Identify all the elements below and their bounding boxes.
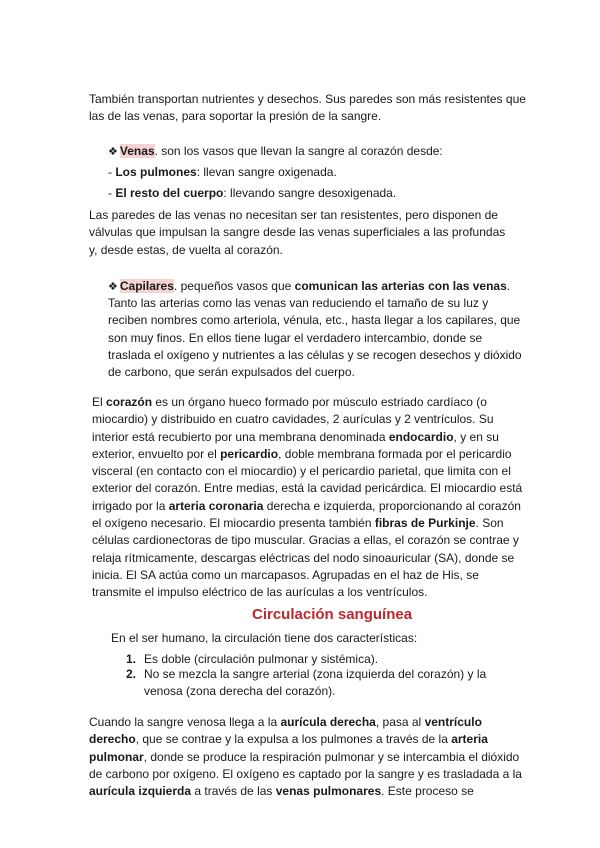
text-line: El corazón es un órgano hueco formado por músculo estriado cardíaco (o — [92, 395, 487, 409]
text-line: Cuando la sangre venosa llega a la aurícula derecha, pasa al ventrículo — [89, 715, 482, 729]
venas-term: Venas — [119, 144, 155, 158]
text-line: irrigado por la arteria coronaria derecha e izquierda, proporcionando al corazón — [92, 498, 521, 513]
circulation-intro: En el ser humano, la circulación tiene dos características: — [111, 631, 418, 645]
text-line: derecho, que se contrae y la expulsa a los pulmones a través de la arteria — [89, 732, 488, 747]
paragraph-corazon — [92, 394, 522, 602]
capilares-term: Capilares — [119, 279, 174, 293]
text-line: exterior, envuelto por el pericardio, doble membrana formada por el pericardio — [92, 446, 512, 461]
venas-text: . son los vasos que llevan la sangre al corazón desde: — [154, 144, 443, 158]
text-line: miocardio) y distribuido en cuatro cavidades, 2 aurículas y 2 ventrículos. Su — [92, 412, 494, 427]
text-line: relaja rítmicamente, descargas eléctricas del nodo sinoauricular (SA), donde se — [92, 550, 515, 565]
venas-sub-item: - El resto del cuerpo: llevando sangre desoxigenada. — [108, 186, 397, 200]
text-line: células cardionectoras de tipo muscular. Gracias a ellas, el corazón se contrae y — [92, 533, 519, 548]
text-line: reciben nombres como arteriola, vénula, etc., hasta llegar a los capilares, que — [108, 313, 521, 328]
venas-bullet-item — [108, 143, 443, 161]
diamond-bullet-icon: ❖ — [108, 146, 118, 158]
text-line: Las paredes de las venas no necesitan ser tan resistentes, pero disponen de — [89, 208, 498, 222]
text-line: de carbono por oxígeno. El oxígeno es captado por la sangre y es trasladada a la — [89, 766, 522, 781]
text-line: el oxígeno necesario. El miocardio presenta también fibras de Purkinje. Son — [92, 516, 504, 531]
text-line: visceral (en contacto con el miocardio) y el pericardio parietal, que limita con el — [92, 464, 511, 479]
sub-item-term: El resto del cuerpo — [115, 186, 224, 200]
text-line: Tanto las arterias como las venas van reduciendo el tamaño de su luz y — [108, 296, 489, 310]
text-line: inicia. El SA actúa como un marcapasos. Agrupadas en el haz de His, se — [92, 567, 479, 582]
text-line: de carbono, que serán expulsados del cuerpo. — [108, 365, 355, 380]
text-line: traslada el oxígeno y nutrientes a las células y se recogen desechos y dióxido — [108, 347, 522, 362]
text-line: También transportan nutrientes y desechos. Sus paredes son más resistentes que — [89, 92, 526, 106]
list-number: 2. — [126, 667, 137, 681]
paragraph-venas — [89, 207, 505, 259]
text-line: pulmonar, donde se produce la respiración pulmonar y se intercambia el dióxido — [89, 749, 520, 764]
paragraph-circulacion — [89, 714, 522, 800]
list-number: 1. — [126, 652, 137, 666]
capilares-paragraph — [108, 295, 522, 381]
diamond-bullet-icon: ❖ — [108, 281, 118, 293]
text-line: válvulas que impulsan la sangre desde las venas superficiales a las profundas — [89, 225, 506, 240]
text-line: transmite el impulso eléctrico de las aurículas a los ventrículos. — [92, 585, 428, 600]
capilares-bullet-item: ❖ Capilares. pequeños vasos que comunican las arterias con las venas. — [108, 279, 511, 293]
numbered-list-item: 1. Es doble (circulación pulmonar y sistémica). — [126, 651, 378, 668]
text-line: exterior del corazón. Entre medias, está la cavidad pericárdica. El miocardio está — [92, 481, 523, 496]
text-line: las de las venas, para soportar la presión de la sangre. — [89, 109, 382, 124]
numbered-list-item: 2. No se mezcla la sangre arterial (zona izquierda del corazón) y la venosa (zona derecha del corazón). — [126, 667, 487, 699]
text-line: interior está recubierto por una membrana denominada endocardio, y en su — [92, 429, 499, 444]
venas-sub-item: - Los pulmones: llevan sangre oxigenada. — [108, 165, 337, 179]
text-line: aurícula izquierda a través de las venas pulmonares. Este proceso se — [89, 784, 474, 799]
text-line: son muy finos. En ellos tiene lugar el verdadero intercambio, donde se — [108, 330, 483, 345]
text-line: y, desde estas, de vuelta al corazón. — [89, 242, 283, 257]
paragraph-arterias — [89, 91, 526, 126]
sub-item-term: Los pulmones — [115, 165, 197, 179]
section-heading: Circulación sanguínea — [252, 606, 413, 623]
